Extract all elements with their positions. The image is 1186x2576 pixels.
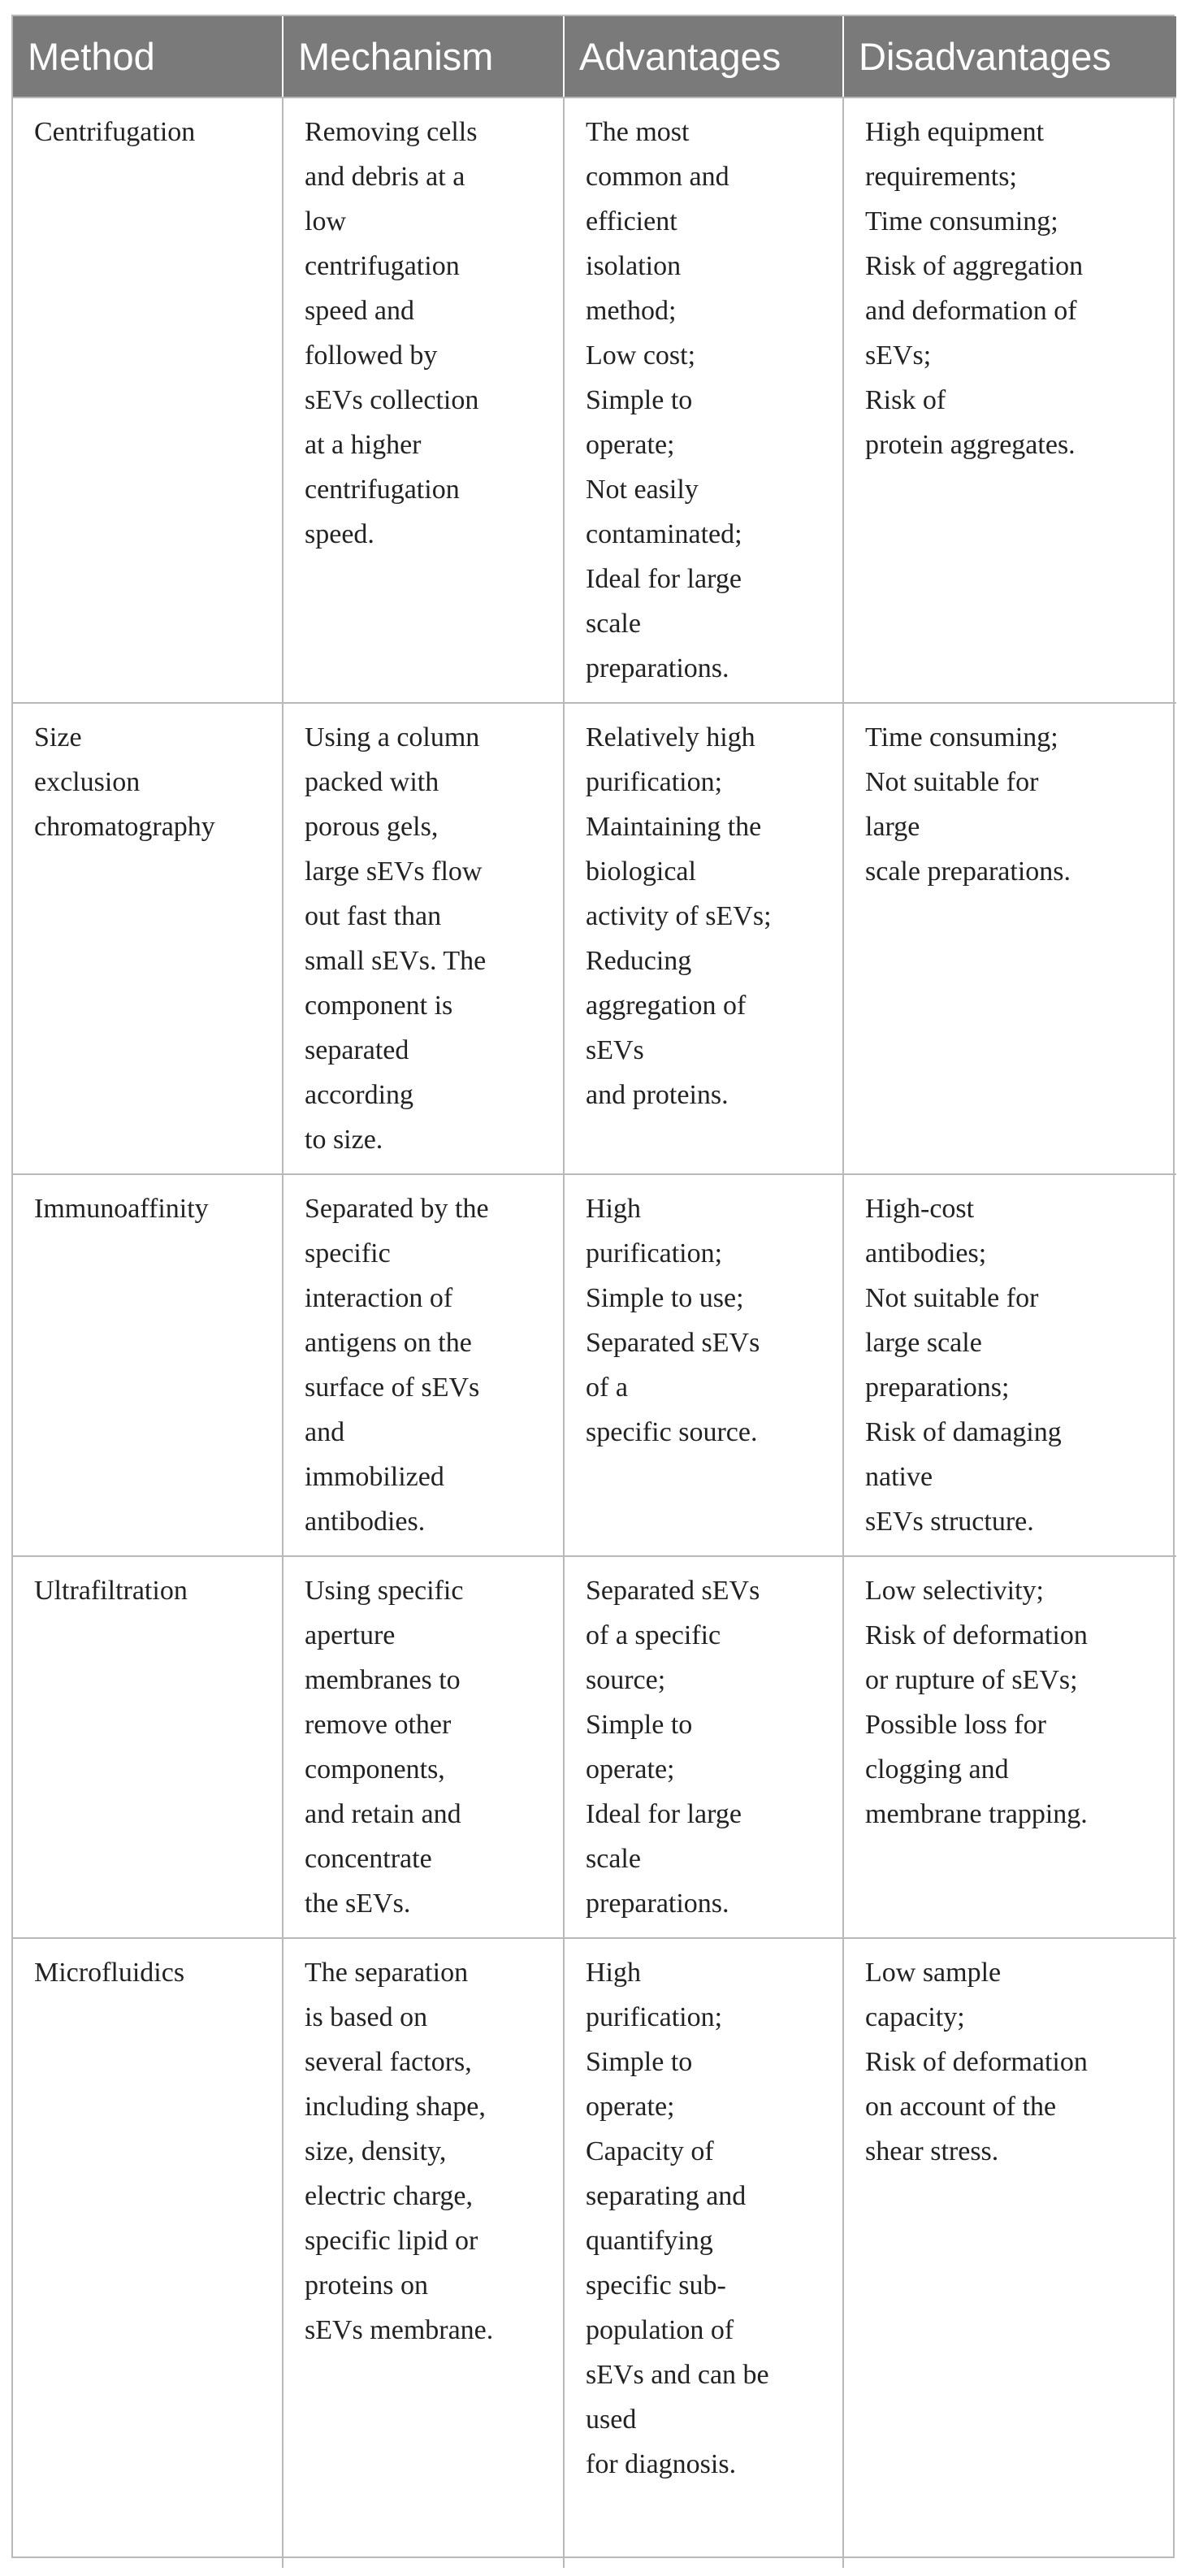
cell-disadvantages: Time consuming; Not suitable for large scale preparations. xyxy=(843,703,1176,1174)
cell-mechanism: Using a column packed with porous gels, large sEVs flow out fast than small sEVs. The component is separated according to size. xyxy=(283,703,564,1174)
cell-mechanism: Separated by the specific interaction of antigens on the surface of sEVs and immobilized antibodies. xyxy=(283,1174,564,1556)
header-mechanism: Mechanism xyxy=(283,16,564,98)
cell-mechanism: The separation is based on several factors, including shape, size, density, electric charge, specific lipid or proteins on sEVs membrane. xyxy=(283,1938,564,2568)
cell-method: Ultrafiltration xyxy=(13,1556,283,1938)
header-disadvantages: Disadvantages xyxy=(843,16,1176,98)
table-row xyxy=(13,1174,1176,1556)
cell-disadvantages: Low sample capacity; Risk of deformation on account of the shear stress. xyxy=(865,1958,1088,2166)
header-advantages: Advantages xyxy=(564,16,843,98)
table-row xyxy=(13,1938,1176,2568)
cell-disadvantages: High-cost antibodies; Not suitable for large scale preparations; Risk of damaging native sEVs structure. xyxy=(843,1174,1176,1556)
cell-disadvantages: Low selectivity; Risk of deformation or rupture of sEVs; Possible loss for clogging and membrane trapping. xyxy=(843,1556,1176,1938)
cell-advantages: High purification; Simple to operate; Capacity of separating and quantifying specific sub- population of sEVs and can be used for diagnosis. xyxy=(564,1938,843,2568)
cell-mechanism: Using specific aperture membranes to remove other components, and retain and concentrate the sEVs. xyxy=(283,1556,564,1938)
cell-advantages: Separated sEVs of a specific source; Simple to operate; Ideal for large scale preparations. xyxy=(564,1556,843,1938)
cell-advantages: High purification; Simple to use; Separated sEVs of a specific source. xyxy=(564,1174,843,1556)
cell-method: Centrifugation xyxy=(13,98,283,703)
cell-advantages: The most common and efficient isolation method; Low cost; Simple to operate; Not easily contaminated; Ideal for large scale preparations. xyxy=(564,98,843,703)
header-row xyxy=(13,16,1176,98)
table-row xyxy=(13,703,1176,1174)
header-method: Method xyxy=(13,16,283,98)
cell-mechanism: Removing cells and debris at a low centrifugation speed and followed by sEVs collection at a higher centrifugation speed. xyxy=(283,98,564,703)
table-body xyxy=(13,98,1176,2568)
cell-advantages: Relatively high purification; Maintaining the biological activity of sEVs; Reducing aggregation of sEVs and proteins. xyxy=(564,703,843,1174)
comparison-table-container xyxy=(11,15,1175,2558)
table-row xyxy=(13,98,1176,703)
cell-method: Immunoaffinity xyxy=(13,1174,283,1556)
table-row xyxy=(13,1556,1176,1938)
table-header xyxy=(13,16,1176,98)
cell-method: Size exclusion chromatography xyxy=(13,703,283,1174)
sev-isolation-methods-table xyxy=(13,16,1176,2568)
cell-disadvantages: High equipment requirements; Time consuming; Risk of aggregation and deformation of sEVs; Risk of protein aggregates. xyxy=(843,98,1176,703)
cell-method: Microfluidics xyxy=(13,1938,283,2568)
